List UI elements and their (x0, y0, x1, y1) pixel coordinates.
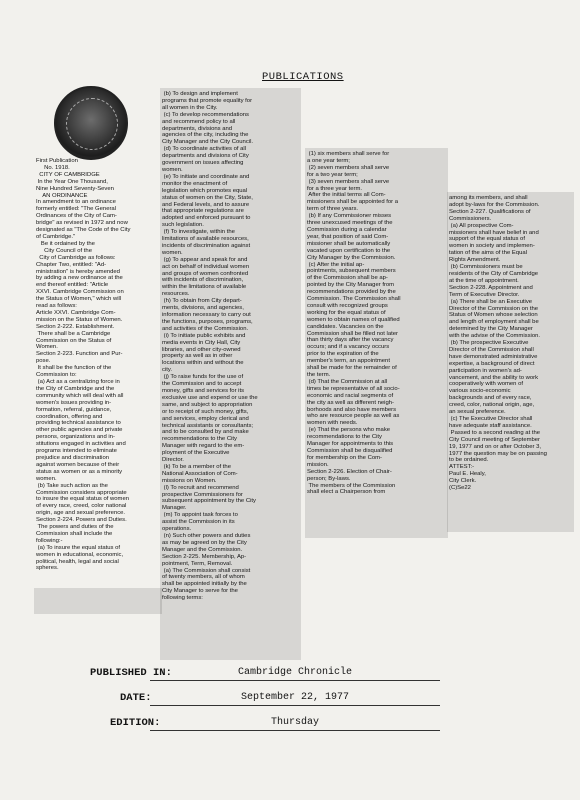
date-rule (150, 705, 440, 706)
ordinance-column-4: among its members, and shall adopt by-laws for the Commission. Section 2-227. Qualifications of Commissioners. (a) All prospective Com- missioners shall have belief in and support of the equal status of women in society and implemen- tation of the aims of the Equal Rights Amendment. (b) Commissioners must be residents of the City of Cambridge at the time of appointment. Section 2-228. Appointment and Term of Executive Director. (a) There shall be an Executive Director of the Commission on the Status of Women whose selection and length of employment shall be determined by the City Manager with the advise of the Commission. (b) The prospective Executive Director of the Commission shall have demonstrated administrative expertise, a background of direct participation in women's ad- vancement, and the ability to work cooperatively with women of various socio-economic backgrounds and of every race, creed, color, national origin, age, an sexual preference. (c) The Executive Director shall have adequate staff assistance. Passed to a second reading at the City Council meeting of September 19, 1977 and on or after October 3, 1977 the question may be on passing to be ordained. ATTEST:- Paul E. Healy, City Clerk. (C)Se22 (449, 195, 547, 492)
city-seal-icon (54, 86, 128, 160)
date-label: DATE: (120, 692, 152, 704)
published-in-label: PUBLISHED IN: (90, 667, 172, 679)
published-in-rule (150, 680, 440, 681)
edition-rule (150, 730, 440, 731)
date-value: September 22, 1977 (240, 692, 350, 703)
edition-label: EDITION: (110, 717, 161, 729)
published-in-value: Cambridge Chronicle (237, 667, 353, 678)
ordinance-column-3: (1) six members shall serve for a one year term; (2) seven members shall serve for a two year term; (3) seven members shall serve for a three year term. After the initial terms all Com- missioners shall be appointed for a term of three years. (b) If any Commissioner misses three unexcused meetings of the Commission during a calendar year, that position of said Com- missioner shall be automatically vacated upon certification to the City Manager by the Commission. (c) After the initial ap- pointments, subsequent members of the Commission shall be ap- pointed by the City Manager from recommendations provided by the Commission. The Commission shall consult with recognized groups working for the equal status of women to obtain names of qualified candidates. Vacancies on the Commission shall be filled not later than thirty days after the vacancy occurs; and if a vacancy occurs prior to the expiration of the member's term, an appointment shall be made for the remainder of the term. (d) That the Commission at all times be representative of all socio- economic and racial segments of the city as well as different neigh- borhoods and also have members who are resource people as well as women with needs. (e) That the persons who make recommendations to the City Manager for appointments to this Commission shall be disqualified for membership on the Com- mission. Section 2-226. Election of Chair- person; By-laws. The members of the Commission shall elect a Chairperson from (307, 151, 401, 496)
edition-value: Thursday (270, 717, 319, 728)
ordinance-column-1: First Publication No. 1918. CITY OF CAMBRIDGE In the Year One Thousand, Nine Hundred Seventy-Seven AN ORDINANCE In amendment to an ordinance formerly entitled: "The General Ordinances of the City of Cam- bridge" as revised in 1972 and now designated as "The Code of the City of Cambridge." Be it ordained by the City Council of the City of Cambridge as follows: Chapter Two, entitled: "Ad- ministration" is hereby amended by adding a new ordinance at the end thereof entitled: "Article XXVI. Cambridge Commission on the Status of Women," which will read as follows: Article XXVI. Cambridge Com- mission on the Status of Women. Section 2-222. Establishment. There shall be a Cambridge Commission on the Status of Women. Section 2-223. Function and Pur- pose. It shall be the function of the Commission to: (a) Act as a centralizing force in the City of Cambridge and the community which will deal with all women's issues providing in- formation, referral, guidance, coordination, offering and providing technical assistance to other public agencies and private persons, organizations and in- stitutions engaged in activities and programs intended to eliminate prejudice and discrimination against women because of their status as women or as a minority women. (b) Take such action as the Commission considers appropriate to insure the equal status of women of every race, creed, color national origin, age and sexual preference. Section 2-224. Powers and Duties. The powers and duties of the Commission shall include the following:- (a) To insure the equal status of women in educational, economic, political, health, legal and social spheres. (36, 158, 131, 572)
publications-heading: PUBLICATIONS (262, 71, 344, 83)
ordinance-column-2: (b) To design and implement programs that promote equality for all women in the City. (c) To develop recommendations and recommend policy to all departments, divisions and agencies of the city, including the City Manager and the City Council. (d) To coordinate activities of all departments and divisions of City government on issues affecting women. (e) To initiate and coordinate and monitor the enactment of legislation which promotes equal status of women on the City, State, and Federal levels, and to assure that appropriate regulations are adopted and enforced pursuant to such legislation. (f) To investigate, within the limitations of available resources, incidents of discrimination against women. (g) To appear and speak for and act on behalf of individual women and groups of women confronted with incidents of discrimination, within the limitations of available resources. (h) To obtain from City depart- ments, divisions, and agencies, information necessary to carry out the functions, purposes, programs, and activities of the Commission. (i) To initiate public exhibits and media events in City Hall, City libraries, and other city-owned property as well as in other locations within and without the city. (j) To raise funds for the use of the Commission and to accept money, gifts and services for its exclusive use and expend or use the same, and subject to appropriation or to receipt of such money, gifts, and services, employ clerical and technical assistants or consultants; and to be consulted by and make recommendations to the City Manager with regard to the em- ployment of the Executive Director. (k) To be a member of the National Association of Com- missions on Women. (l) To recruit and recommend prospective Commissioners for subsequent appointment by the City Manager. (m) To appoint task forces to assist the Commission in its operations. (n) Such other powers and duties as may be agreed on by the City Manager and the Commission. Section 2-225. Membership, Ap- pointment, Term, Removal. (a) The Commission shall consist of twenty members, all of whom shall be appointed initially by the City Manager to serve for the following terms: (162, 91, 258, 602)
